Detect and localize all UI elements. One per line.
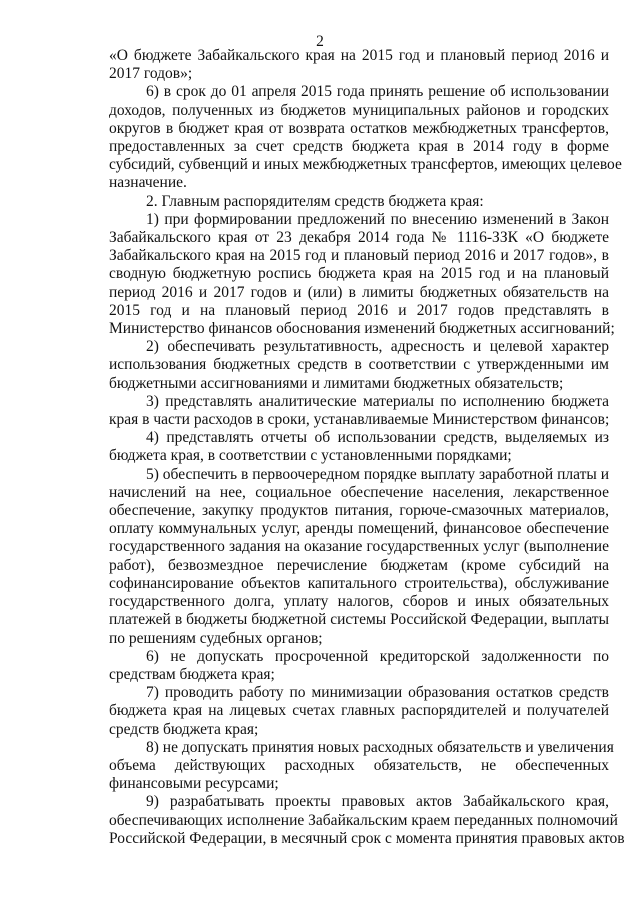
text-line: Забайкальского края на 2015 год и плановый период 2016 и 2017 годов», в <box>109 247 609 265</box>
paragraph <box>109 648 609 684</box>
text-line: округов в бюджет края от возврата остатков межбюджетных трансфертов, <box>109 119 609 137</box>
text-line: Министерство финансов обоснования изменений бюджетных ассигнований; <box>109 320 615 338</box>
text-line: период 2016 и 2017 годов и (или) в лимиты бюджетных обязательств на <box>109 283 609 301</box>
paragraph <box>109 429 609 465</box>
paragraph <box>109 193 609 211</box>
text-line: софинансирование объектов капитального строительства), обслуживание <box>109 574 609 592</box>
text-line: назначение. <box>109 174 187 192</box>
text-line: объема действующих расходных обязательств, не обеспеченных <box>109 756 609 774</box>
text-line: бюджетными ассигнованиями и лимитами бюджетных обязательств; <box>109 374 564 392</box>
text-line: средствам бюджета края; <box>109 665 275 683</box>
paragraph <box>109 466 609 648</box>
text-line: государственного задания на оказание государственных услуг (выполнение <box>109 538 609 556</box>
text-line: субсидий, субвенций и иных межбюджетных трансфертов, имеющих целевое <box>109 156 622 174</box>
text-line: бюджета края, в соответствии с установленными порядками; <box>109 447 512 465</box>
text-line: Российской Федерации, в месячный срок с момента принятия правовых актов <box>109 829 625 847</box>
page-number: 2 <box>316 33 324 50</box>
text-line: сводную бюджетную роспись бюджета края на 2015 год и на плановый <box>109 265 609 283</box>
paragraph <box>109 83 622 192</box>
text-line: 5) обеспечить в первоочередном порядке выплату заработной платы и <box>146 465 609 483</box>
paragraph <box>109 738 614 794</box>
paragraph <box>109 210 615 338</box>
text-line: бюджета края на лицевых счетах главных распорядителей и получателей <box>109 702 609 720</box>
text-line: платежей в бюджеты бюджетной системы Российской Федерации, выплаты <box>109 611 609 629</box>
text-line: государственного долга, уплату налогов, сборов и иных обязательных <box>109 593 609 611</box>
text-line: 2) обеспечивать результативность, адресность и целевой характер <box>146 338 609 356</box>
text-line: 6) не допускать просроченной кредиторской задолженности по <box>146 647 609 665</box>
text-line: средств бюджета края; <box>109 720 259 738</box>
text-line: 1) при формировании предложений по внесению изменений в Закон <box>146 210 609 228</box>
document-body <box>109 47 625 848</box>
text-line: 8) не допускать принятия новых расходных обязательств и увеличения <box>146 738 614 756</box>
text-line: работ), безвозмездное перечисление бюджетам (кроме субсидий на <box>109 556 609 574</box>
text-line: 2015 год и на плановый период 2016 и 2017 годов представлять в <box>109 301 609 319</box>
text-line: «О бюджете Забайкальского края на 2015 год и плановый период 2016 и <box>109 47 609 64</box>
text-line: Забайкальского края от 23 декабря 2014 года № 1116-ЗЗК «О бюджете <box>109 229 609 247</box>
text-line: 3) представлять аналитические материалы по исполнению бюджета <box>146 392 609 410</box>
text-line: использования бюджетных средств в соответствии с утвержденными им <box>109 356 609 374</box>
paragraph <box>109 47 609 83</box>
text-line: края в части расходов в сроки, устанавливаемые Министерством финансов; <box>109 411 610 429</box>
text-line: 9) разрабатывать проекты правовых актов Забайкальского края, <box>146 793 609 811</box>
text-line: обеспечивающих исполнение Забайкальским краем переданных полномочий <box>109 811 618 829</box>
paragraph <box>109 393 609 429</box>
paragraph <box>109 684 609 739</box>
text-line: 6) в срок до 01 апреля 2015 года принять решение об использовании <box>146 83 609 101</box>
text-line: 2. Главным распорядителям средств бюджета края: <box>146 192 484 210</box>
paragraph <box>109 793 625 848</box>
text-line: финансовыми ресурсами; <box>109 775 279 793</box>
text-line: оплату коммунальных услуг, аренды помещений, финансовое обеспечение <box>109 520 609 538</box>
text-line: 2017 годов»; <box>109 65 193 83</box>
text-line: начислений на нее, социальное обеспечение населения, лекарственное <box>109 483 609 501</box>
text-line: обеспечение, закупку продуктов питания, горюче-смазочных материалов, <box>109 502 609 520</box>
text-line: по решениям судебных органов; <box>109 629 323 647</box>
text-line: 7) проводить работу по минимизации образования остатков средств <box>146 684 609 702</box>
text-line: предоставленных за счет средств бюджета края в 2014 году в форме <box>109 138 609 156</box>
text-line: доходов, полученных из бюджетов муниципальных районов и городских <box>109 101 609 119</box>
paragraph <box>109 338 609 393</box>
text-line: 4) представлять отчеты об использовании средств, выделяемых из <box>146 429 609 447</box>
